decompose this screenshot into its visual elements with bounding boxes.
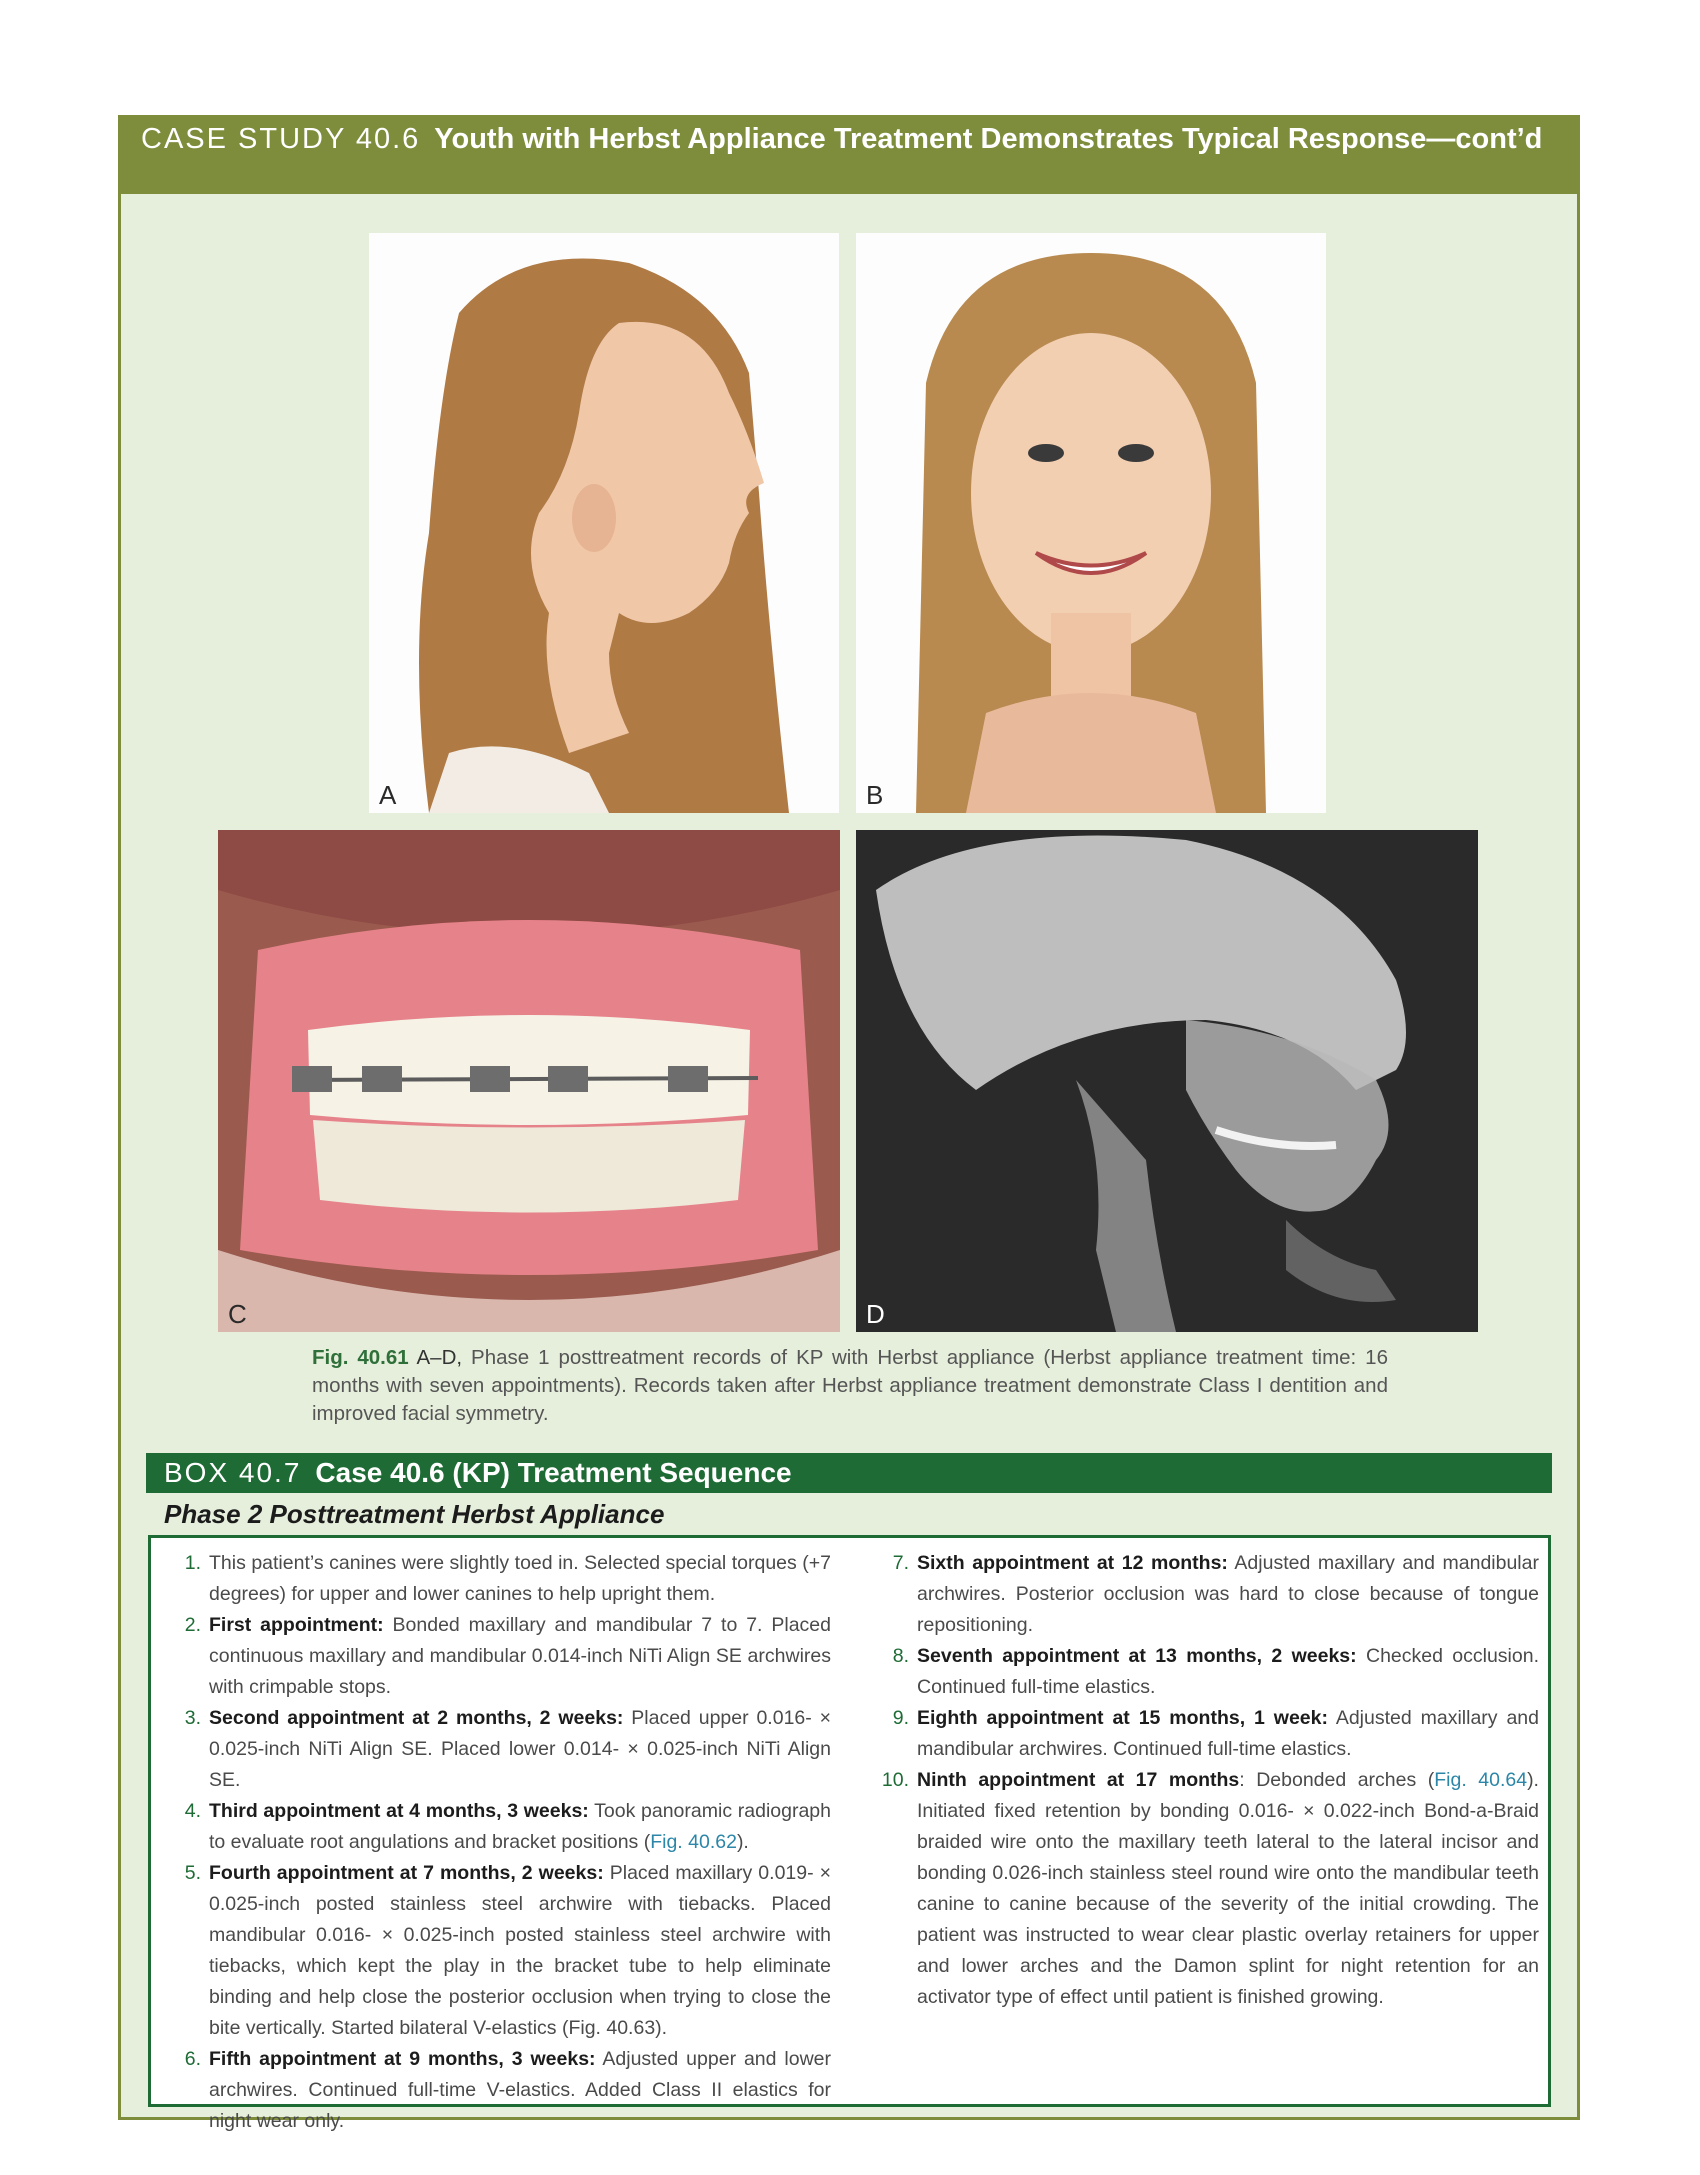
item-lead: Fifth appointment at 9 months, 3 weeks: [209, 2048, 596, 2070]
item-lead: Fourth appointment at 7 months, 2 weeks: [209, 1862, 604, 1884]
case-study-title: Youth with Herbst Appliance Treatment Demonstrates Typical Response—cont’d [434, 123, 1543, 155]
panel-label-c: C [228, 1299, 247, 1329]
item-number: 2. [184, 1614, 201, 1636]
item-text: Took panoramic radiograph to evaluate root angulations and bracket positions ( [209, 1800, 831, 1853]
item-lead: Eighth appointment at 15 months, 1 week: [917, 1707, 1328, 1729]
item-text: This patient’s canines were slightly toed in. Selected special torques (+7 degrees) for upper and lower canines to help upright them. [209, 1552, 831, 1605]
item-lead: Second appointment at 2 months, 2 weeks: [209, 1707, 624, 1729]
figure-reference-link[interactable]: Fig. 40.64 [1434, 1769, 1528, 1791]
list-item [171, 2044, 831, 2137]
box-header [146, 1453, 1552, 1493]
item-text: Bonded maxillary and mandibular 7 to 7. Placed continuous maxillary and mandibular 0.014-inch NiTi Align SE archwires with crimpable stops. [209, 1614, 831, 1698]
item-number: 9. [892, 1707, 909, 1729]
item-number: 7. [892, 1552, 909, 1574]
item-lead: Seventh appointment at 13 months, 2 weeks: [917, 1645, 1357, 1667]
item-text: : Debonded arches ( [1239, 1769, 1435, 1791]
item-number: 4. [184, 1800, 201, 1822]
photo-frontal [856, 233, 1326, 813]
list-item [879, 1765, 1539, 2013]
item-number: 8. [892, 1645, 909, 1667]
panel-label-a: A [379, 780, 397, 810]
list-item [171, 1610, 831, 1703]
case-study-label: CASE STUDY 40.6 [141, 123, 421, 155]
caption-text: Phase 1 posttreatment records of KP with Herbst appliance (Herbst appliance treatment time: 16 months with seven appointments). Records taken after Herbst appliance treatment demonstrate Class I dentition and improved facial symmetry. [312, 1346, 1388, 1425]
sequence-column-right [879, 1548, 1539, 2013]
item-lead: Ninth appointment at 17 months [917, 1769, 1240, 1791]
item-lead: First appointment: [209, 1614, 384, 1636]
case-study-header [121, 118, 1577, 194]
box-title: Case 40.6 (KP) Treatment Sequence [315, 1457, 792, 1488]
sequence-column-left [171, 1548, 831, 2137]
list-item [879, 1703, 1539, 1765]
item-number: 1. [184, 1552, 201, 1574]
list-item [879, 1641, 1539, 1703]
item-text: Placed upper 0.016- × 0.025-inch NiTi Align SE. Placed lower 0.014- × 0.025-inch NiTi Align SE. [209, 1707, 831, 1791]
item-number: 6. [184, 2048, 201, 2070]
list-item [171, 1703, 831, 1796]
skull-xray-illustration [856, 830, 1478, 1332]
frontal-portrait-illustration [856, 233, 1326, 813]
photo-radiograph [856, 830, 1478, 1332]
item-lead: Third appointment at 4 months, 3 weeks: [209, 1800, 589, 1822]
item-text: Adjusted upper and lower archwires. Continued full-time V-elastics. Added Class II elastics for night wear only. [209, 2048, 832, 2132]
panel-label-b: B [866, 780, 884, 810]
item-text: Checked occlusion. Continued full-time elastics. [917, 1645, 1539, 1698]
caption-figure-number: Fig. 40.61 [312, 1346, 409, 1369]
item-text: Adjusted maxillary and mandibular archwires. Posterior occlusion was hard to close because of tongue repositioning. [917, 1552, 1539, 1636]
list-item [171, 1548, 831, 1610]
item-text: Placed maxillary 0.019- × 0.025-inch posted stainless steel archwire with tiebacks. Placed mandibular 0.016- × 0.025-inch posted stainless steel archwire with tiebacks, which kept the play in the bracket tube to help eliminate binding and help close the posterior occlusion when trying to close the bite vertically. Started bilateral V-elastics (Fig. 40.63). [209, 1862, 832, 2039]
profile-portrait-illustration [369, 233, 839, 813]
box-label: BOX 40.7 [164, 1457, 302, 1488]
item-tail: ). [736, 1831, 749, 1853]
panel-label-d: D [866, 1299, 885, 1329]
intraoral-illustration [218, 830, 840, 1332]
caption-panels: A–D, [416, 1346, 463, 1369]
phase-title: Phase 2 Posttreatment Herbst Appliance [164, 1499, 665, 1529]
photo-profile [369, 233, 839, 813]
item-number: 10. [881, 1769, 909, 1791]
item-number: 3. [184, 1707, 201, 1729]
figure-caption [312, 1344, 1388, 1428]
figure-reference-link[interactable]: Fig. 40.62 [650, 1831, 737, 1853]
list-item [171, 1858, 831, 2044]
list-item [171, 1796, 831, 1858]
item-tail: ). Initiated fixed retention by bonding 0.016- × 0.022-inch Bond-a-Braid braided wire onto the maxillary teeth lateral to the lateral incisor and bonding 0.026-inch stainless steel round wire onto the mandibular teeth canine to canine because of the severity of the initial crowding. The patient was instructed to wear clear plastic overlay retainers for upper and lower arches and the Damon splint for night retention for an activator type of effect until patient is finished growing. [917, 1769, 1539, 2008]
treatment-sequence-box [148, 1535, 1551, 2132]
item-lead: Sixth appointment at 12 months: [917, 1552, 1228, 1574]
item-number: 5. [184, 1862, 201, 1884]
item-text: Adjusted maxillary and mandibular archwires. Continued full-time elastics. [917, 1707, 1539, 1760]
list-item [879, 1548, 1539, 1641]
photo-intraoral [218, 830, 840, 1332]
